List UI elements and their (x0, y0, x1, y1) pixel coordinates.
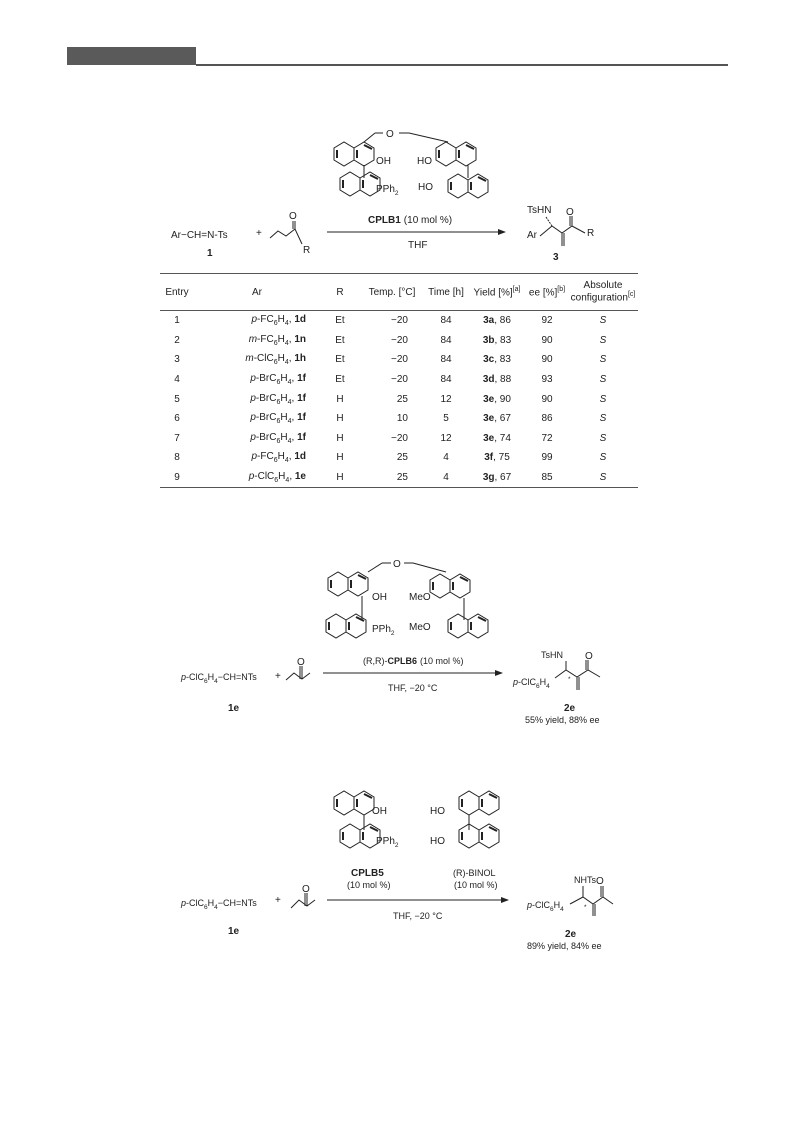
cell-abs: S (599, 472, 607, 484)
table-row (160, 331, 638, 351)
cell-r: Et (335, 334, 345, 346)
binol-loading: (10 mol %) (454, 880, 498, 890)
table-row (160, 389, 638, 409)
enone-structure (270, 211, 310, 256)
scheme3-product-label: 2e (565, 929, 577, 940)
cell-entry: 8 (174, 452, 180, 464)
cplb1-oh-label: OH (376, 156, 391, 167)
cell-yield: 3d, 88 (482, 374, 512, 386)
cell-time: 5 (443, 413, 449, 425)
scheme3-product-star: * (584, 904, 587, 911)
header-r: R (336, 286, 344, 298)
cell-abs: S (599, 452, 607, 464)
plus-sign: + (256, 228, 262, 239)
results-table (160, 273, 638, 488)
cell-r: H (336, 452, 344, 464)
cell-yield: 3e, 90 (483, 393, 511, 405)
cell-temp: 25 (396, 452, 408, 464)
imine-label: Ar−CH=N-Ts (171, 230, 228, 241)
scheme2-product-o: O (585, 651, 593, 662)
cell-abs: S (599, 354, 607, 366)
cell-yield: 3a, 86 (483, 315, 511, 327)
scheme3-product-nhts: NHTs (574, 875, 596, 885)
binol-ho1-label: HO (430, 806, 445, 817)
scheme2 (180, 559, 600, 725)
cell-yield: 3e, 74 (483, 432, 511, 444)
header-abs: Absolute configuration[c] (570, 280, 636, 304)
cell-time: 12 (440, 432, 452, 444)
cell-time: 4 (443, 452, 449, 464)
cell-ar: $p-BrC_6H_4$, 1f (250, 431, 306, 445)
cell-temp: 10 (396, 413, 408, 425)
scheme2-product-tshn: TsHN (541, 650, 563, 660)
cell-yield: 3g, 67 (482, 472, 512, 484)
cell-ar: $m-ClC_6H_4$, 1h (245, 353, 306, 367)
cell-r: H (336, 413, 344, 425)
table-body (160, 311, 638, 488)
table-header-row (160, 274, 638, 311)
cell-time: 84 (440, 315, 452, 327)
cplb5-pph2-label: PPh$_2$ (376, 836, 399, 849)
binol-structure (430, 791, 499, 848)
cell-temp: −20 (391, 315, 408, 327)
cell-abs: S (599, 432, 607, 444)
cell-ee: 92 (541, 315, 553, 327)
cplb1-o-label: O (386, 129, 394, 140)
cell-temp: 25 (396, 472, 408, 484)
cell-ee: 72 (541, 432, 553, 444)
cell-time: 84 (440, 334, 452, 346)
cplb6-oh-label: OH (372, 592, 387, 603)
scheme2-conditions: THF, −20 °C (388, 683, 438, 693)
cplb1-ho-label: HO (417, 156, 432, 167)
cplb6-meo1-label: MeO (409, 592, 431, 603)
cell-entry: 9 (174, 472, 180, 484)
cell-r: Et (335, 354, 345, 366)
scheme2-enone-o: O (297, 657, 305, 668)
cell-temp: −20 (391, 432, 408, 444)
cell-abs: S (599, 374, 607, 386)
header-ee: ee [%][b] (528, 285, 566, 299)
cell-yield: 3b, 83 (482, 334, 512, 346)
cplb5-loading: (10 mol %) (347, 880, 391, 890)
scheme1 (171, 129, 594, 263)
cell-ar: $p-BrC_6H_4$, 1f (250, 392, 306, 406)
cell-r: H (336, 393, 344, 405)
cell-ar: $p-BrC_6H_4$, 1f (250, 412, 306, 426)
scheme3-plus: + (275, 895, 281, 906)
cell-yield: 3e, 67 (483, 413, 511, 425)
cell-ee: 85 (541, 472, 553, 484)
cell-r: Et (335, 374, 345, 386)
scheme2-product-result: 55% yield, 88% ee (525, 715, 600, 725)
cplb1-pph2-label: PPh$_2$ (376, 184, 399, 197)
header-ar: Ar (252, 286, 262, 298)
cell-temp: −20 (391, 334, 408, 346)
cplb6-o-label: O (393, 559, 401, 570)
catalyst-cplb1-label: CPLB1 (10 mol %) (368, 215, 453, 226)
cell-ee: 90 (541, 354, 553, 366)
catalyst-cplb6-label: (R,R)-CPLB6 (10 mol %) (363, 656, 464, 666)
cell-ee: 93 (541, 374, 553, 386)
cell-r: H (336, 432, 344, 444)
table-row (160, 429, 638, 449)
cell-entry: 2 (174, 334, 180, 346)
scheme2-product (512, 650, 600, 690)
cell-ee: 90 (541, 393, 553, 405)
cell-abs: S (599, 393, 607, 405)
compound-3-label: 3 (553, 252, 559, 263)
cell-abs: S (599, 315, 607, 327)
cplb6-pph2-label: PPh$_2$ (372, 624, 395, 637)
cell-yield: 3c, 83 (483, 354, 511, 366)
cell-ee: 90 (541, 334, 553, 346)
scheme3-product-result: 89% yield, 84% ee (527, 941, 602, 951)
cell-time: 84 (440, 374, 452, 386)
scheme2-product-label: 2e (564, 703, 576, 714)
scheme3-product-ar: $p-ClC_6H_4$ (527, 900, 564, 913)
solvent-label: THF (408, 240, 428, 251)
enone-o-label: O (289, 211, 297, 222)
scheme2-imine-label: $p-ClC_6H_4-CH=NTs$ (181, 672, 257, 685)
cell-temp: −20 (391, 374, 408, 386)
scheme2-product-star: * (568, 676, 571, 683)
product-o-label: O (566, 207, 574, 218)
cell-temp: −20 (391, 354, 408, 366)
cell-ar: $p-FC_6H_4$, 1d (251, 314, 306, 328)
product-tshn-label: TsHN (527, 205, 552, 216)
scheme3-imine-label: $p-ClC_6H_4-CH=NTs$ (181, 898, 257, 911)
scheme2-plus: + (275, 671, 281, 682)
product-3-structure (527, 205, 594, 246)
cell-yield: 3f, 75 (484, 452, 510, 464)
table-row (160, 311, 638, 331)
product-r-label: R (587, 228, 595, 239)
scheme2-enone (286, 657, 310, 680)
cell-temp: 25 (396, 393, 408, 405)
binol-ho2-label: HO (430, 836, 445, 847)
cell-abs: S (599, 413, 607, 425)
product-ar-label: Ar (527, 230, 537, 241)
scheme3-product-o: O (596, 876, 604, 887)
cell-ar: $p-ClC_6H_4$, 1e (248, 471, 306, 485)
enone-r-label: R (303, 245, 311, 256)
header-temp: Temp. [°C] (368, 286, 416, 298)
scheme3-enone-o: O (302, 884, 310, 895)
cell-entry: 7 (174, 432, 180, 444)
cell-ee: 86 (541, 413, 553, 425)
table-row (160, 350, 638, 370)
cplb5-structure (334, 791, 399, 849)
table-row (160, 409, 638, 429)
cplb5-oh-label: OH (372, 806, 387, 817)
table-row (160, 468, 638, 488)
cplb1-ho2-label: HO (418, 182, 433, 193)
cell-ar: $p-FC_6H_4$, 1d (251, 451, 306, 465)
header-yield: Yield [%][a] (473, 285, 521, 299)
scheme2-product-ar: $p-ClC_6H_4$ (513, 677, 550, 690)
scheme3-enone (291, 884, 315, 908)
compound-1-label: 1 (207, 248, 213, 259)
cplb1-structure (334, 129, 488, 198)
cplb5-name: CPLB5 (351, 868, 384, 879)
header-time: Time [h] (428, 286, 464, 298)
binol-name: (R)-BINOL (453, 868, 496, 878)
cplb6-meo2-label: MeO (409, 622, 431, 633)
cell-time: 84 (440, 354, 452, 366)
cell-entry: 1 (174, 315, 180, 327)
cell-entry: 6 (174, 413, 180, 425)
cplb6-structure (326, 559, 488, 638)
cell-entry: 3 (174, 354, 180, 366)
table-row (160, 448, 638, 468)
scheme2-substrate-label: 1e (228, 703, 240, 714)
cell-entry: 4 (174, 374, 180, 386)
header-entry: Entry (165, 286, 189, 298)
scheme3-conditions: THF, −20 °C (393, 911, 443, 921)
scheme3-product (526, 875, 613, 916)
cell-ee: 99 (541, 452, 553, 464)
cell-ar: $p-BrC_6H_4$, 1f (250, 373, 306, 387)
cell-r: H (336, 472, 344, 484)
scheme3 (180, 791, 613, 951)
scheme3-substrate-label: 1e (228, 926, 240, 937)
cell-abs: S (599, 334, 607, 346)
cell-r: Et (335, 315, 345, 327)
cell-time: 4 (443, 472, 449, 484)
cell-entry: 5 (174, 393, 180, 405)
cell-time: 12 (440, 393, 452, 405)
cell-ar: $m-FC_6H_4$, 1n (248, 333, 306, 347)
table-row (160, 370, 638, 390)
